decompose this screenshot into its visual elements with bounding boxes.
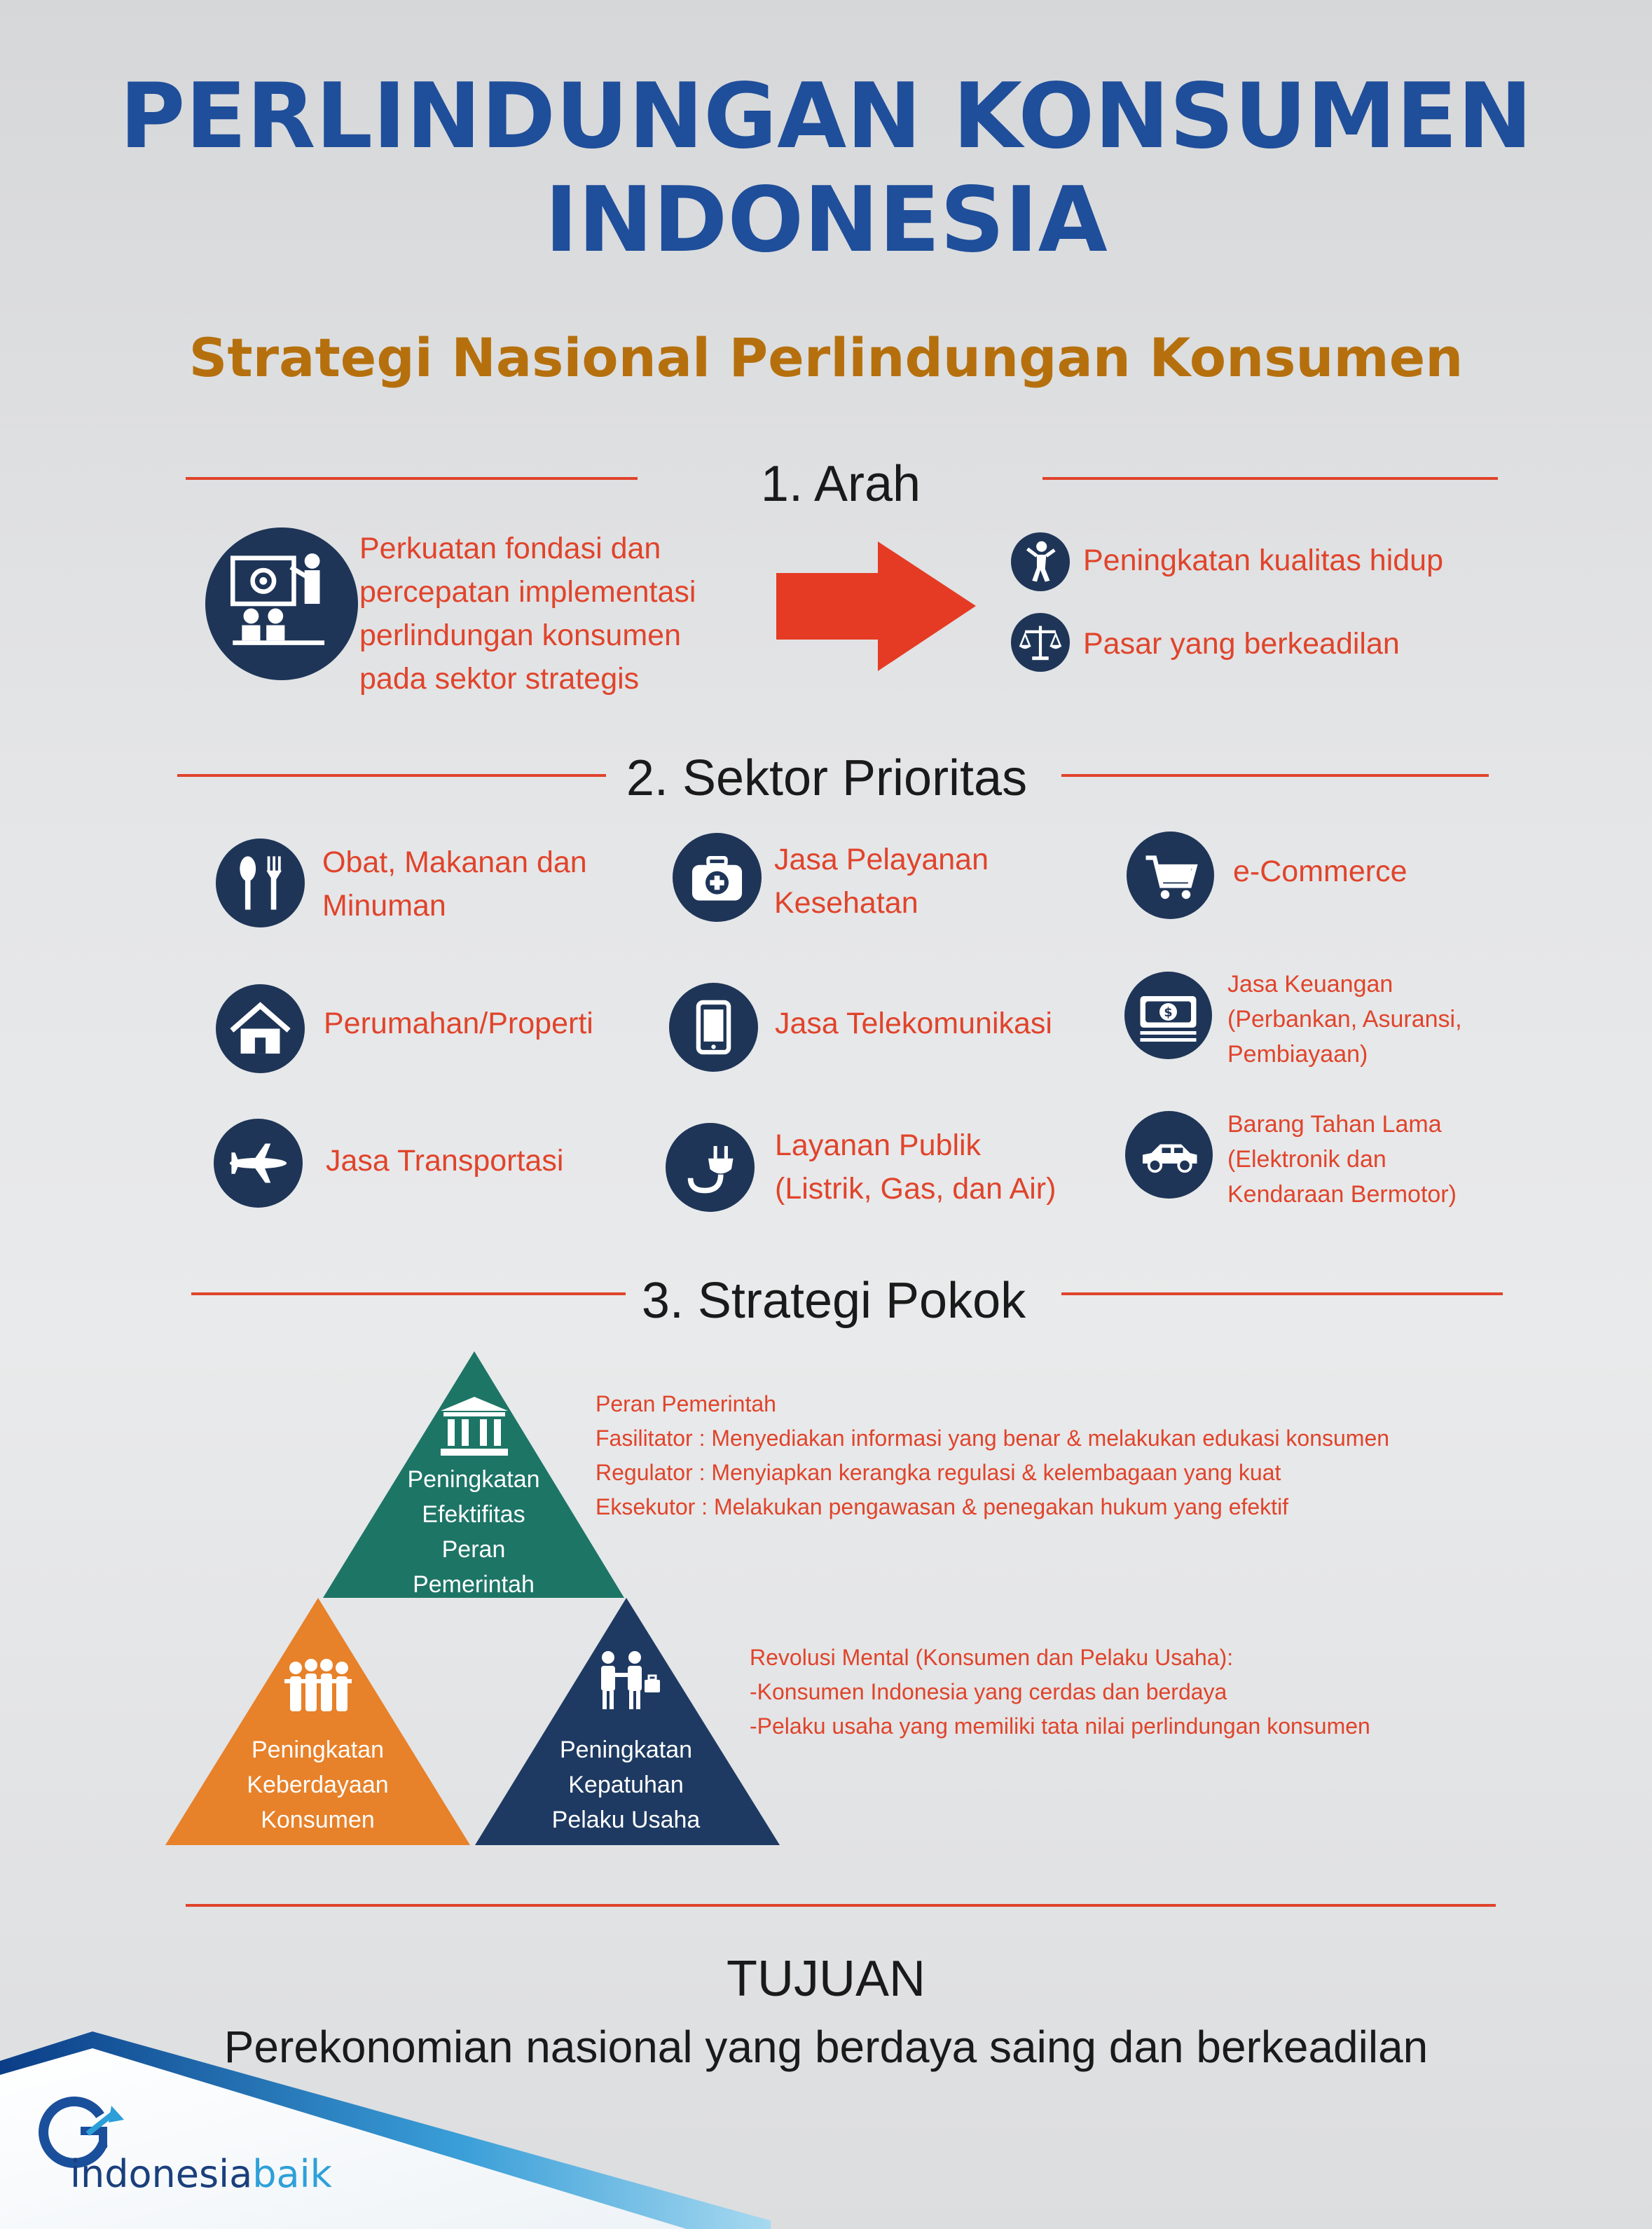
medical-kit-icon [673, 833, 762, 922]
page-title-line2: INDONESIA [544, 168, 1108, 272]
triangle-label-line: Keberdayaan [247, 1772, 389, 1798]
triangle-right-label [533, 1732, 719, 1837]
triangle-label-line: Pemerintah [413, 1571, 535, 1598]
page-title-line1: PERLINDUNGAN KONSUMEN [119, 64, 1533, 169]
triangle-label-line: Peningkatan [559, 1737, 693, 1763]
divider [191, 1292, 626, 1295]
sektor-item-transportasi: Jasa Transportasi [326, 1144, 564, 1178]
tujuan-heading: TUJUAN [727, 1951, 925, 2007]
sektor-label-line: Kesehatan [774, 886, 918, 920]
revolusi-line: -Konsumen Indonesia yang cerdas dan berdaya [750, 1679, 1227, 1704]
money-icon [1124, 972, 1212, 1059]
cart-icon [1127, 831, 1214, 919]
divider [1061, 1292, 1503, 1295]
car-icon [1125, 1111, 1213, 1199]
arah-line: percepatan implementasi [359, 575, 696, 609]
section-heading-sektor: 2. Sektor Prioritas [626, 750, 1028, 806]
house-icon [216, 984, 305, 1073]
peran-line: Peran Pemerintah [596, 1391, 776, 1416]
triangle-label-line: Efektifitas [422, 1501, 525, 1528]
peran-line: Fasilitator : Menyediakan informasi yang benar & melakukan edukasi konsumen [596, 1426, 1390, 1451]
triangle-left-label [228, 1732, 407, 1837]
presentation-icon [205, 527, 358, 680]
sektor-label-line: (Perbankan, Asuransi, [1227, 1006, 1462, 1033]
sektor-item-ecommerce: e-Commerce [1233, 855, 1407, 888]
revolusi-line: Revolusi Mental (Konsumen dan Pelaku Usaha): [750, 1645, 1234, 1670]
sektor-label-line: Jasa Pelayanan [774, 843, 989, 876]
indonesiabaik-logo-text [70, 2152, 332, 2196]
page-subtitle: Strategi Nasional Perlindungan Konsumen [188, 326, 1464, 389]
plug-icon [666, 1123, 755, 1212]
svg-text:$: $ [1164, 1005, 1173, 1020]
sektor-label-line: Jasa Keuangan [1227, 971, 1393, 998]
arah-description [359, 527, 752, 701]
arah-outcome-2: Pasar yang berkeadilan [1083, 627, 1400, 661]
triangle-label-line: Konsumen [261, 1807, 375, 1833]
tablet-icon [669, 983, 758, 1072]
sektor-label-line: Minuman [322, 889, 446, 923]
triangle-label-line: Peningkatan [407, 1466, 540, 1493]
sektor-label-line: Pembiayaan) [1227, 1041, 1368, 1068]
triangle-top-label [393, 1462, 554, 1602]
sektor-label-line: Obat, Makanan dan [322, 846, 587, 879]
triangle-label-line: Peran [441, 1536, 506, 1563]
sektor-label-line: Layanan Publik [775, 1129, 982, 1162]
utensils-icon [216, 839, 305, 927]
revolusi-mental-text [750, 1641, 1576, 1744]
scale-icon [1011, 613, 1070, 672]
arah-line: Perkuatan fondasi dan [359, 532, 661, 565]
logo-text-indonesia: indonesia [70, 2152, 253, 2196]
arrow-right-icon [776, 541, 976, 671]
sektor-item-kesehatan [774, 838, 989, 925]
sektor-item-perumahan: Perumahan/Properti [324, 1007, 593, 1040]
sektor-item-obat [322, 841, 587, 927]
sektor-label-line: Kendaraan Bermotor) [1227, 1181, 1457, 1208]
sektor-label-line: Barang Tahan Lama [1227, 1111, 1442, 1138]
peran-line: Regulator : Menyiapkan kerangka regulasi & kelembagaan yang kuat [596, 1460, 1281, 1485]
divider [1061, 774, 1489, 777]
divider [1042, 477, 1498, 480]
sektor-item-keuangan [1227, 967, 1462, 1072]
logo-text-baik: baik [252, 2152, 332, 2196]
triangle-label-line: Pelaku Usaha [551, 1807, 701, 1833]
sektor-label-line: (Listrik, Gas, dan Air) [775, 1172, 1056, 1206]
divider [186, 1904, 1496, 1907]
revolusi-line: -Pelaku usaha yang memiliki tata nilai perlindungan konsumen [750, 1713, 1370, 1739]
person-icon [1011, 532, 1070, 591]
triangle-label-line: Kepatuhan [568, 1772, 684, 1798]
arah-outcome-1: Peningkatan kualitas hidup [1083, 544, 1443, 577]
people-group-icon [283, 1658, 353, 1718]
section-heading-arah: 1. Arah [760, 456, 921, 512]
divider [177, 774, 606, 777]
sektor-label-line: (Elektronik dan [1227, 1146, 1386, 1173]
triangle-label-line: Peningkatan [251, 1737, 385, 1763]
handshake-icon [593, 1649, 663, 1712]
peran-line: Eksekutor : Melakukan pengawasan & penegakan hukum yang efektif [596, 1494, 1289, 1519]
government-building-icon [441, 1397, 508, 1457]
peran-pemerintah-text [596, 1387, 1562, 1524]
tujuan-text: Perekonomian nasional yang berdaya saing dan berkeadilan [223, 2022, 1429, 2072]
arah-line: pada sektor strategis [359, 662, 640, 696]
arah-line: perlindungan konsumen [359, 619, 681, 652]
airplane-icon [214, 1119, 303, 1208]
sektor-item-barang [1227, 1107, 1457, 1212]
divider [186, 477, 638, 480]
section-heading-strategi: 3. Strategi Pokok [641, 1273, 1026, 1329]
sektor-item-telekomunikasi: Jasa Telekomunikasi [775, 1007, 1052, 1040]
sektor-item-layanan-publik [775, 1124, 1056, 1210]
